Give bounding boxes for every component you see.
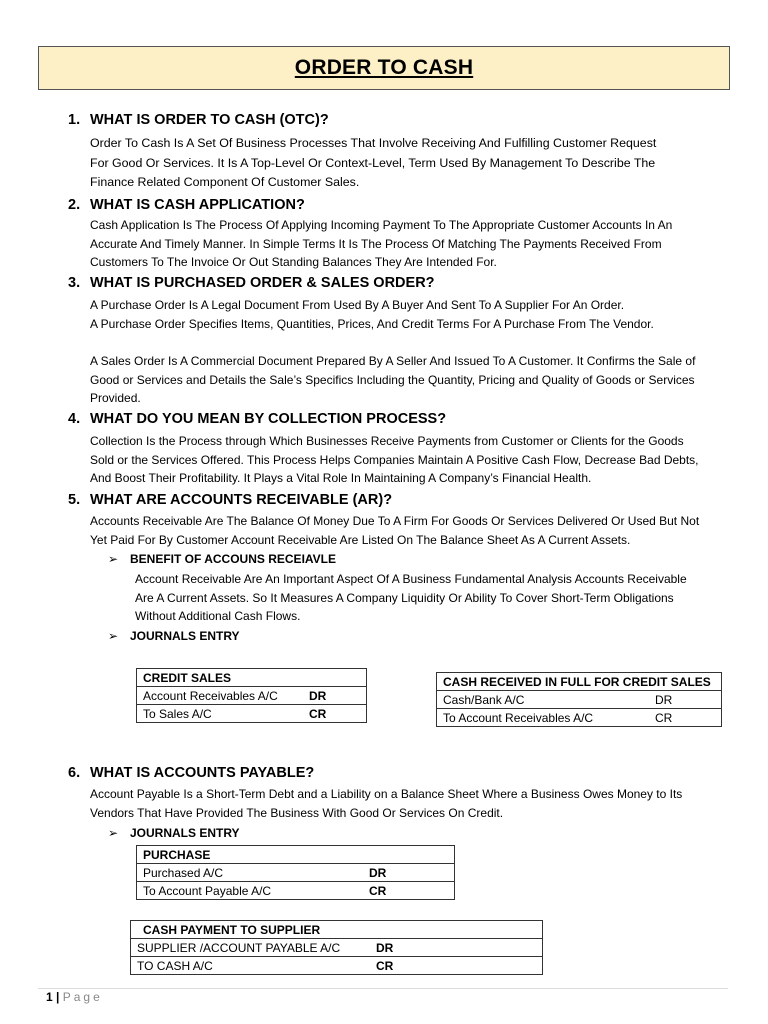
entry-type: CR xyxy=(369,883,387,898)
section-number: 2. xyxy=(68,197,81,213)
section-number: 4. xyxy=(68,411,81,427)
purchase-table xyxy=(136,845,455,900)
page-title: ORDER TO CASH xyxy=(294,56,474,79)
paragraph-line: Customers To The Invoice Or Out Standing Balances They Are Intended For. xyxy=(90,255,497,269)
heading-text: WHAT DO YOU MEAN BY COLLECTION PROCESS? xyxy=(90,411,447,427)
page-footer xyxy=(46,990,103,1004)
paragraph-line: Collection Is the Process through Which Businesses Receive Payments from Customer or Clients for the Goods xyxy=(90,434,684,448)
table-row xyxy=(437,709,722,727)
table-cell xyxy=(131,957,543,975)
table-header-row xyxy=(137,669,367,687)
account-name: To Account Receivables A/C xyxy=(443,710,594,725)
section-3-body-sales xyxy=(90,352,695,408)
section-number: 3. xyxy=(68,275,81,291)
paragraph-line: Sold or the Services Offered. This Process Helps Companies Maintain A Positive Cash Flow, Decrease Bad Debts, xyxy=(90,452,699,467)
table-row xyxy=(137,705,367,723)
section-4-body xyxy=(90,432,699,488)
entry-type: CR xyxy=(655,710,673,725)
paragraph-line: Are A Current Assets. So It Measures A Company Liquidity Or Ability To Cover Short-Term Obligations xyxy=(135,590,674,605)
subheading-text: BENEFIT OF ACCOUNS RECEIAVLE xyxy=(130,552,337,566)
arrow-bullet-icon: ➢ xyxy=(108,552,119,566)
paragraph-line: Provided. xyxy=(90,391,141,405)
paragraph-line: Yet Paid For By Customer Account Receivable Are Listed On The Balance Sheet As A Current Assets. xyxy=(90,532,631,547)
paragraph-line: A Purchase Order Is A Legal Document From Used By A Buyer And Sent To A Supplier For An Order. xyxy=(90,298,625,312)
benefit-body xyxy=(135,570,687,626)
table-row xyxy=(437,691,722,709)
account-name: To Sales A/C xyxy=(143,706,212,721)
page-label: Page xyxy=(62,990,103,1004)
paragraph-line: Without Additional Cash Flows. xyxy=(135,609,301,623)
paragraph-line: Account Receivable Are An Important Aspect Of A Business Fundamental Analysis Accounts Receivable xyxy=(135,572,687,586)
table-cell xyxy=(437,691,722,709)
table-header-row xyxy=(137,846,455,864)
entry-type: DR xyxy=(369,865,387,880)
table-cell xyxy=(137,705,367,723)
paragraph-line: Cash Application Is The Process Of Applying Incoming Payment To The Appropriate Customer Accounts In An xyxy=(90,218,673,232)
table-row xyxy=(137,882,455,900)
journals-entry-subheading xyxy=(108,826,240,840)
paragraph-line: A Purchase Order Specifies Items, Quantities, Prices, And Credit Terms For A Purchase From The Vendor. xyxy=(90,316,654,331)
table-cell xyxy=(137,882,455,900)
cash-received-table xyxy=(436,672,722,727)
section-4-heading xyxy=(68,411,446,427)
account-name: Purchased A/C xyxy=(143,865,224,880)
heading-text: WHAT IS PURCHASED ORDER & SALES ORDER? xyxy=(90,275,435,291)
section-1-heading xyxy=(68,112,329,128)
section-number: 5. xyxy=(68,492,81,508)
section-2-body xyxy=(90,216,672,272)
table-row xyxy=(137,687,367,705)
cash-payment-table xyxy=(130,920,543,975)
table-cell xyxy=(437,709,722,727)
benefit-subheading xyxy=(108,552,336,566)
table-header: PURCHASE xyxy=(137,846,455,864)
heading-text: WHAT IS ACCOUNTS PAYABLE? xyxy=(90,765,315,781)
subheading-text: JOURNALS ENTRY xyxy=(130,826,240,840)
arrow-bullet-icon: ➢ xyxy=(108,826,119,840)
paragraph-line: A Sales Order Is A Commercial Document Prepared By A Seller And Issued To A Customer. It Confirms the Sale of xyxy=(90,354,696,368)
heading-text: WHAT IS CASH APPLICATION? xyxy=(90,197,305,213)
account-name: To Account Payable A/C xyxy=(143,883,272,898)
entry-type: DR xyxy=(309,688,327,703)
paragraph-line: Order To Cash Is A Set Of Business Processes That Involve Receiving And Fulfilling Customer Request xyxy=(90,136,657,150)
heading-text: WHAT IS ORDER TO CASH (OTC)? xyxy=(90,112,329,128)
section-3-heading xyxy=(68,275,435,291)
entry-type: CR xyxy=(309,706,327,721)
table-header-row xyxy=(437,673,722,691)
account-name: Cash/Bank A/C xyxy=(443,692,525,707)
heading-text: WHAT ARE ACCOUNTS RECEIVABLE (AR)? xyxy=(90,492,393,508)
subheading-text: JOURNALS ENTRY xyxy=(130,629,240,643)
table-row xyxy=(137,864,455,882)
table-row xyxy=(131,939,543,957)
account-name: TO CASH A/C xyxy=(137,958,213,973)
account-name: SUPPLIER /ACCOUNT PAYABLE A/C xyxy=(137,940,341,955)
entry-type: DR xyxy=(376,940,394,955)
table-header: CASH PAYMENT TO SUPPLIER xyxy=(131,921,543,939)
account-name: Account Receivables A/C xyxy=(143,688,278,703)
paragraph-line: Vendors That Have Provided The Business With Good Or Services On Credit. xyxy=(90,805,504,820)
section-1-body xyxy=(90,134,656,193)
paragraph-line: Accounts Receivable Are The Balance Of Money Due To A Firm For Goods Or Services Delivered Or Used But Not xyxy=(90,514,700,528)
title-banner xyxy=(38,46,730,90)
table-cell xyxy=(137,687,367,705)
table-header: CREDIT SALES xyxy=(137,669,367,687)
section-3-body-purchase xyxy=(90,296,654,333)
entry-type: DR xyxy=(655,692,673,707)
section-number: 1. xyxy=(68,112,81,128)
paragraph-line: For Good Or Services. It Is A Top-Level Or Context-Level, Term Used By Management To Describe The xyxy=(90,155,656,170)
paragraph-line: Good or Services and Details the Sale’s Specifics Including the Quantity, Pricing and Quality of Goods or Services xyxy=(90,372,695,387)
table-cell xyxy=(137,864,455,882)
section-2-heading xyxy=(68,197,305,213)
footer-separator: | xyxy=(56,990,60,1004)
entry-type: CR xyxy=(376,958,394,973)
paragraph-line: Accurate And Timely Manner. In Simple Terms It Is The Process Of Matching The Payments Received From xyxy=(90,236,662,251)
arrow-bullet-icon: ➢ xyxy=(108,629,119,643)
credit-sales-table xyxy=(136,668,367,723)
page-number: 1 xyxy=(46,990,53,1004)
table-row xyxy=(131,957,543,975)
section-number: 6. xyxy=(68,765,81,781)
paragraph-line: Account Payable Is a Short-Term Debt and a Liability on a Balance Sheet Where a Business Owes Money to Its xyxy=(90,787,683,801)
paragraph-line: And Boost Their Profitability. It Plays a Vital Role In Maintaining A Company’s Financial Health. xyxy=(90,471,592,485)
table-header-row xyxy=(131,921,543,939)
section-5-body xyxy=(90,512,699,549)
table-header: CASH RECEIVED IN FULL FOR CREDIT SALES xyxy=(437,673,722,691)
footer-divider xyxy=(38,988,728,989)
table-cell xyxy=(131,939,543,957)
section-6-body xyxy=(90,785,682,822)
paragraph-line: Finance Related Component Of Customer Sales. xyxy=(90,175,360,189)
journals-entry-subheading xyxy=(108,629,240,643)
section-5-heading xyxy=(68,492,392,508)
section-6-heading xyxy=(68,765,314,781)
